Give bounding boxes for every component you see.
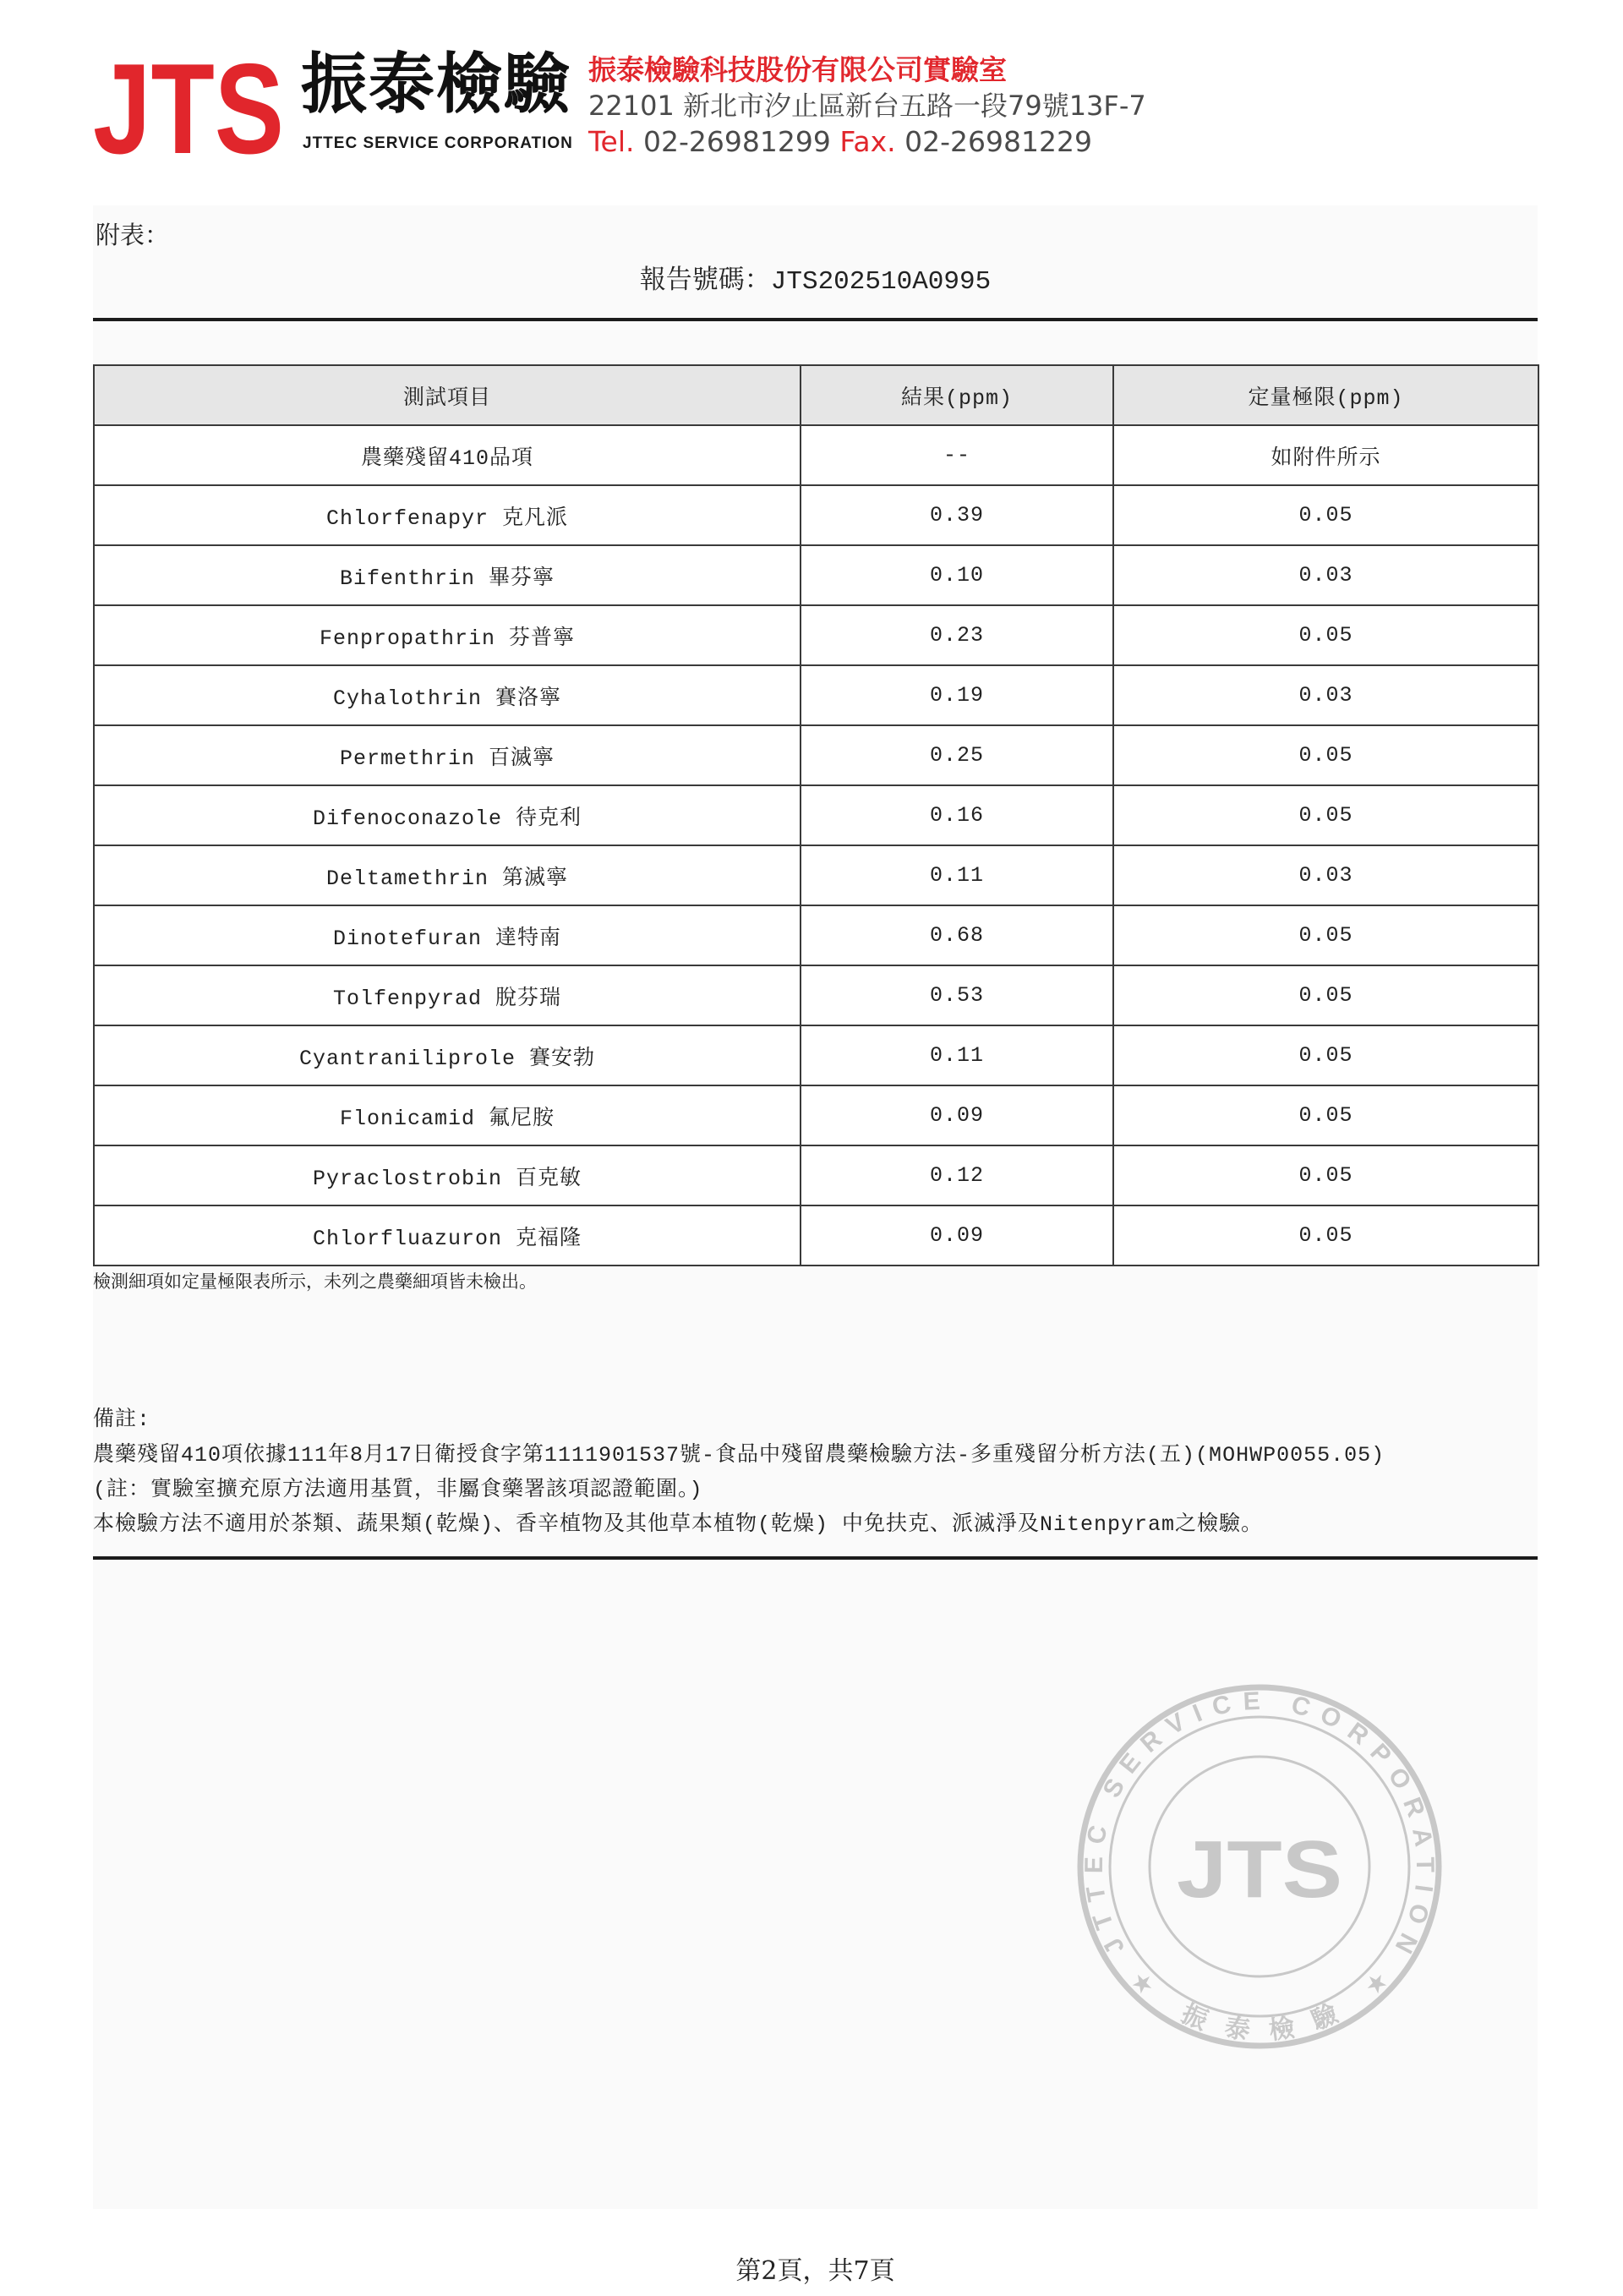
company-seal-icon xyxy=(1065,1672,1454,2061)
fax-number: 02-26981229 xyxy=(904,125,1092,158)
cell-quant-limit: 0.05 xyxy=(1113,905,1538,965)
tel-label: Tel. xyxy=(588,125,635,158)
cell-result: 0.39 xyxy=(801,485,1113,545)
cell-test-item: Pyraclostrobin 百克敏 xyxy=(94,1145,801,1205)
cell-test-item: Chlorfenapyr 克凡派 xyxy=(94,485,801,545)
cell-quant-limit: 如附件所示 xyxy=(1113,425,1538,485)
cell-quant-limit: 0.05 xyxy=(1113,965,1538,1025)
remark-line: 農藥殘留410項依據111年8月17日衛授食字第1111901537號-食品中殘留農藥檢驗方法-多重殘留分析方法(五)(MOHWP0055.05) xyxy=(93,1443,1385,1468)
cell-test-item: Flonicamid 氟尼胺 xyxy=(94,1085,801,1145)
appendix-label: 附表： xyxy=(96,221,170,249)
remark-line: (註：實驗室擴充原方法適用基質，非屬食藥署該項認證範圍。) xyxy=(93,1478,703,1502)
seal-ring-text xyxy=(1080,1687,1439,1959)
table-row xyxy=(94,485,1538,545)
table-row xyxy=(94,545,1538,605)
cell-quant-limit: 0.05 xyxy=(1113,1085,1538,1145)
cell-result: 0.09 xyxy=(801,1205,1113,1266)
cell-quant-limit: 0.03 xyxy=(1113,665,1538,725)
cell-result: 0.16 xyxy=(801,785,1113,845)
cell-result: 0.19 xyxy=(801,665,1113,725)
brand-name-en: JTTEC SERVICE CORPORATION xyxy=(303,134,573,152)
cell-result: 0.11 xyxy=(801,845,1113,905)
table-row xyxy=(94,1025,1538,1085)
logo-text: JTS xyxy=(93,37,284,181)
remark-line: 本檢驗方法不適用於茶類、蔬果類(乾燥)、香辛植物及其他草本植物(乾燥) 中免扶克、派滅淨及Nitenpyram之檢驗。 xyxy=(93,1512,1264,1537)
cell-quant-limit: 0.05 xyxy=(1113,605,1538,665)
results-table xyxy=(93,364,1539,1266)
table-header xyxy=(94,365,1538,425)
cell-quant-limit: 0.05 xyxy=(1113,1025,1538,1085)
cell-result: 0.68 xyxy=(801,905,1113,965)
column-header-test-item: 測試項目 xyxy=(94,365,801,425)
cell-test-item: Deltamethrin 第滅寧 xyxy=(94,845,801,905)
table-row xyxy=(94,965,1538,1025)
star-icon: ★ xyxy=(1127,1967,1159,1999)
fax-label: Fax. xyxy=(839,125,896,158)
column-header-result: 結果(ppm) xyxy=(801,365,1113,425)
cell-test-item: Bifenthrin 畢芬寧 xyxy=(94,545,801,605)
cell-test-item: Cyhalothrin 賽洛寧 xyxy=(94,665,801,725)
seal-ring-text-path: JTTEC SERVICE CORPORATION xyxy=(1079,1686,1440,1960)
cell-quant-limit: 0.05 xyxy=(1113,785,1538,845)
cell-result: -- xyxy=(801,425,1113,485)
table-row xyxy=(94,1085,1538,1145)
cell-test-item: Difenoconazole 待克利 xyxy=(94,785,801,845)
table-row xyxy=(94,425,1538,485)
cell-result: 0.09 xyxy=(801,1085,1113,1145)
cell-quant-limit: 0.05 xyxy=(1113,1205,1538,1266)
column-header-quant-limit: 定量極限(ppm) xyxy=(1113,365,1538,425)
table-row xyxy=(94,845,1538,905)
table-row xyxy=(94,1145,1538,1205)
table-footnote: 檢測細項如定量極限表所示，未列之農藥細項皆未檢出。 xyxy=(93,1274,537,1293)
table-row xyxy=(94,605,1538,665)
table-row xyxy=(94,665,1538,725)
cell-test-item: Permethrin 百滅寧 xyxy=(94,725,801,785)
table-row xyxy=(94,725,1538,785)
cell-result: 0.53 xyxy=(801,965,1113,1025)
table-row xyxy=(94,785,1538,845)
company-address: 22101 新北市汐止區新台五路一段79號13F-7 xyxy=(588,90,1146,122)
company-name: 振泰檢驗科技股份有限公司實驗室 xyxy=(588,53,1007,86)
cell-test-item: 農藥殘留410品項 xyxy=(94,425,801,485)
table-row xyxy=(94,905,1538,965)
report-number: 報告號碼：JTS202510A0995 xyxy=(639,267,992,297)
page-number: 第2頁，共7頁 xyxy=(735,2256,895,2286)
seal-bottom-text-path: 振泰檢驗 xyxy=(1177,1999,1342,2046)
cell-test-item: Fenpropathrin 芬普寧 xyxy=(94,605,801,665)
table-header-row xyxy=(94,365,1538,425)
bottom-divider xyxy=(93,1556,1538,1560)
table-body xyxy=(94,425,1538,1266)
cell-result: 0.10 xyxy=(801,545,1113,605)
cell-quant-limit: 0.05 xyxy=(1113,1145,1538,1205)
cell-test-item: Chlorfluazuron 克福隆 xyxy=(94,1205,801,1266)
cell-quant-limit: 0.03 xyxy=(1113,545,1538,605)
cell-result: 0.11 xyxy=(801,1025,1113,1085)
seal-center-logo: JTS xyxy=(1177,1824,1342,1915)
cell-result: 0.23 xyxy=(801,605,1113,665)
star-icon: ★ xyxy=(1360,1967,1392,1999)
table-row xyxy=(94,1205,1538,1266)
cell-test-item: Dinotefuran 達特南 xyxy=(94,905,801,965)
brand-name-cn: 振泰檢驗 xyxy=(301,46,572,123)
cell-quant-limit: 0.05 xyxy=(1113,485,1538,545)
company-contact xyxy=(588,123,1092,161)
tel-number: 02-26981299 xyxy=(643,125,831,158)
cell-quant-limit: 0.03 xyxy=(1113,845,1538,905)
cell-test-item: Tolfenpyrad 脫芬瑞 xyxy=(94,965,801,1025)
remarks-title: 備註: xyxy=(93,1408,151,1432)
top-divider xyxy=(93,318,1538,321)
cell-quant-limit: 0.05 xyxy=(1113,725,1538,785)
cell-result: 0.12 xyxy=(801,1145,1113,1205)
jts-logo xyxy=(91,24,287,181)
cell-result: 0.25 xyxy=(801,725,1113,785)
cell-test-item: Cyantraniliprole 賽安勃 xyxy=(94,1025,801,1085)
